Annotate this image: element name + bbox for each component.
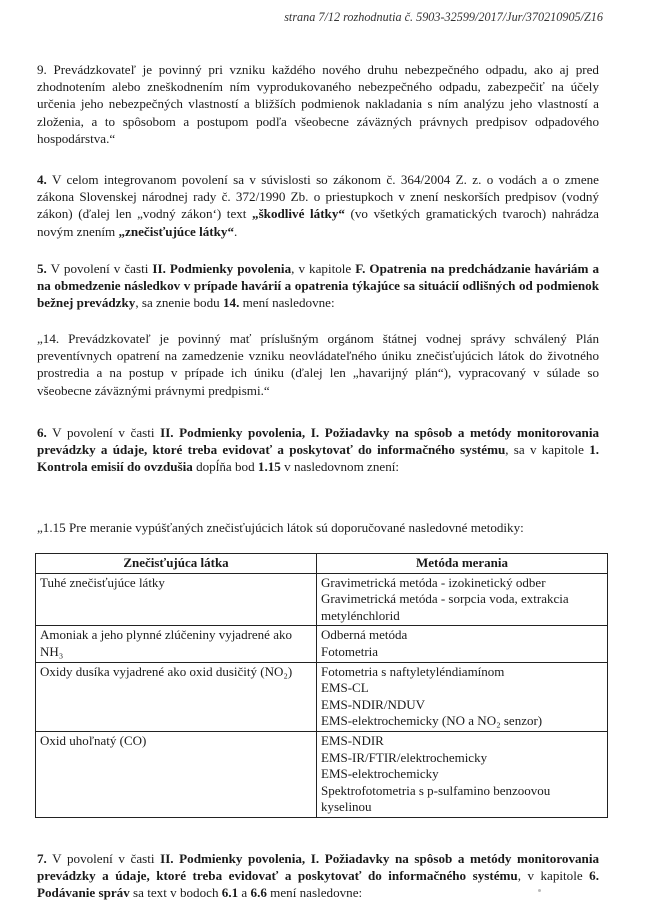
- method-line: Fotometria: [321, 643, 379, 659]
- method-cell: [317, 573, 608, 626]
- table-row: [36, 573, 608, 626]
- item-5-text-2: , v kapitole: [291, 261, 356, 276]
- paragraph-item-9: [37, 61, 599, 147]
- item-7-number: 7.: [37, 851, 47, 866]
- substance-cell: Oxid uhoľnatý (CO): [36, 731, 317, 817]
- item-7-text-1: V povolení v časti: [46, 851, 161, 866]
- method-line: EMS-IR/FTIR/elektrochemicky: [321, 749, 488, 765]
- table-header-row: [36, 554, 608, 574]
- method-cell: [317, 731, 608, 817]
- item-6-text-2: , sa v kapitole: [505, 442, 590, 458]
- paragraph-item-7: [37, 850, 599, 902]
- item-5-text-1: V povolení v časti: [46, 261, 153, 276]
- quote-point-1-15: „1.15 Pre meranie vypúšťaných znečisťujúcich látok sú doporučované nasledovné metodiky:: [37, 520, 524, 535]
- page-header: strana 7/12 rozhodnutia č. 5903-32599/2017/Jur/370210905/Z16: [284, 10, 603, 24]
- item-6-text-3: dopĺňa bod: [192, 459, 258, 475]
- item-7-text-2: , v kapitole: [517, 868, 590, 884]
- item-7-text-4: a: [238, 885, 251, 901]
- method-line: Gravimetrická metóda - sorpcia voda, extrakcia metylénchlorid: [321, 591, 569, 623]
- item-9-text: Prevádzkovateľ je povinný pri vzniku každého nového druhu nebezpečného odpadu, ako aj pred zhodnotením alebo zneškodnením ním vyprodukovaného nebezpečného odpadu, zabezpečiť na účely určenia jeho nebezpečných vlastností a bližších podmienok nakladania s ním analýzu jeho vlastností a zloženia, a to spôsobom a postupom podľa všeobecne záväzných právnych predpisov odpadového hospodárstva.“: [37, 62, 599, 146]
- item-6-bold-1: II. Podmienky povolenia, I. Požiadavky na spôsob a metódy monitorovania prevádzky a údaje, ktoré treba evidovať a poskytovať do informačného systému: [37, 425, 600, 458]
- table-row: [36, 662, 608, 731]
- method-line: Odberná metóda: [321, 627, 408, 643]
- item-5-bold-1: II. Podmienky povolenia: [152, 261, 292, 276]
- item-5-text-4: mení nasledovne:: [239, 295, 335, 311]
- item-5-text-3: , sa znenie bodu: [135, 295, 223, 311]
- item-6-text-4: v nasledovnom znení:: [280, 459, 400, 475]
- method-line: EMS-elektrochemicky (NO a NO₂ senzor): [321, 713, 543, 729]
- item-6-text-1: V povolení v časti: [46, 425, 161, 440]
- item-5-bold-2: F. Opatrenia na predchádzanie haváriám a na obmedzenie následkov v prípade havárií a opatrenia týkajúce sa situácií odlišných od podmienok bežnej prevádzky: [37, 261, 599, 311]
- substance-cell: Oxidy dusíka vyjadrené ako oxid dusičitý (NO₂): [36, 662, 317, 731]
- item-4-number: 4.: [37, 172, 47, 187]
- method-cell: [317, 626, 608, 662]
- paragraph-item-6: [37, 424, 599, 476]
- substance-cell: Tuhé znečisťujúce látky: [36, 573, 317, 626]
- item-6-number: 6.: [37, 425, 47, 440]
- method-line: Spektrofotometria s p-sulfamino benzoovou kyselinou: [321, 782, 551, 815]
- method-line: EMS-NDIR/NDUV: [321, 696, 425, 712]
- item-7-bold-2: 6. Podávanie správ: [37, 868, 599, 901]
- item-9-number: 9.: [37, 62, 47, 77]
- methods-table-wrapper: [35, 553, 608, 818]
- item-4-text-3: .: [234, 223, 238, 239]
- item-6-bold-2: 1. Kontrola emisií do ovzdušia: [37, 442, 600, 475]
- header-method: Metóda merania: [317, 554, 608, 574]
- method-line: Gravimetrická metóda - izokinetický odber: [321, 574, 546, 590]
- method-line: EMS-elektrochemicky: [321, 766, 439, 782]
- item-7-bold-3: 6.1: [221, 885, 239, 901]
- method-line: EMS-NDIR: [321, 732, 384, 748]
- item-7-bold-1: II. Podmienky povolenia, I. Požiadavky na spôsob a metódy monitorovania prevádzky a údaje, ktoré treba evidovať a poskytovať do informačného systému: [37, 851, 600, 884]
- item-7-text-3: sa text v bodoch: [129, 885, 222, 901]
- table-row: [36, 731, 608, 817]
- paragraph-item-4: [37, 171, 599, 240]
- item-5-bold-3: 14.: [222, 295, 240, 311]
- item-6-bold-3: 1.15: [257, 459, 281, 475]
- quote-point-14: „14. Prevádzkovateľ je povinný mať príslušným orgánom štátnej vodnej správy schválený Plán preventívnych opatrení na zamedzenie vzniku neovládateľného úniku znečisťujúcich látok do životného prostredia a na postup v prípade ich úniku (ďalej len „havarijný plán“), vypracovaný v súlade so všeobecne záväznými právnymi predpismi.“: [37, 331, 599, 398]
- method-cell: [317, 662, 608, 731]
- table-row: [36, 626, 608, 662]
- method-line: Fotometria s naftyletyléndiamínom: [321, 663, 505, 679]
- methods-table: [35, 553, 608, 818]
- item-4-bold-2: „znečisťujúce látky“: [118, 223, 235, 239]
- item-4-bold-1: „škodlivé látky“: [252, 206, 345, 222]
- substance-cell: Amoniak a jeho plynné zlúčeniny vyjadrené ako NH₃: [36, 626, 317, 662]
- item-7-bold-4: 6.6: [250, 885, 267, 901]
- item-5-number: 5.: [37, 261, 47, 276]
- item-4-text-2: (vo všetkých gramatických tvaroch) nahrádza novým znením: [37, 206, 599, 239]
- scan-speck: [538, 889, 541, 892]
- method-line: EMS-CL: [321, 680, 369, 696]
- header-substance: Znečisťujúca látka: [36, 554, 317, 574]
- item-7-text-5: mení nasledovne:: [266, 885, 363, 901]
- paragraph-item-5: [37, 260, 599, 312]
- item-4-text-1: V celom integrovanom povolení sa v súvislosti so zákonom č. 364/2004 Z. z. o vodách a o zmene zákona Slovenskej národnej rady č. 372/1990 Zb. o priestupkoch v znení neskorších predpisov (vodný zákon) (ďalej len „vodný zákon‘) text: [37, 172, 599, 222]
